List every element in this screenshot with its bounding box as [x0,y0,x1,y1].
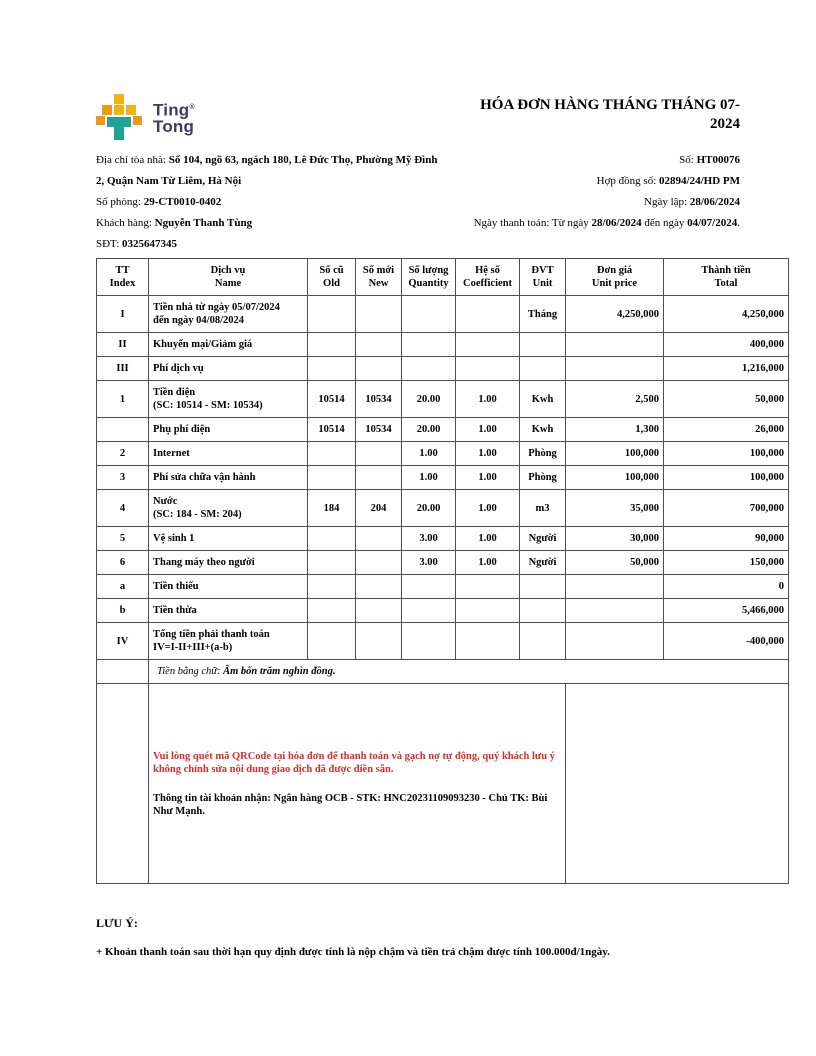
table-row [97,381,789,418]
row-coefficient [456,296,520,333]
payment-period-start: 28/06/2024 [591,217,642,229]
row-old [308,442,356,466]
row-new [356,357,402,381]
table-row [97,490,789,527]
customer-value: Nguyễn Thanh Tùng [154,217,253,229]
row-unit: Kwh [520,381,566,418]
row-new [356,333,402,357]
row-unit [520,623,566,660]
row-unit: Phòng [520,442,566,466]
row-coefficient: 1.00 [456,442,520,466]
row-total: 1,216,000 [664,357,789,381]
payment-period-line [441,213,740,234]
row-old [308,623,356,660]
row-index: a [97,575,149,599]
row-coefficient [456,599,520,623]
row-coefficient: 1.00 [456,466,520,490]
row-service-name: Tiền thừa [149,599,308,623]
building-address-line [96,150,441,192]
row-unit: Người [520,551,566,575]
row-coefficient [456,357,520,381]
issue-date-line [441,192,740,213]
customer-label: Khách hàng: [96,217,155,229]
row-total: 4,250,000 [664,296,789,333]
row-index: 6 [97,551,149,575]
table-row [97,623,789,660]
row-service-name: Phí sửa chữa vận hành [149,466,308,490]
col-header-unit: ĐVT Unit [520,259,566,296]
payment-period-end: 04/07/2024 [687,217,738,229]
logo-wordmark [153,94,195,135]
row-new [356,623,402,660]
info-left-column [96,150,441,255]
row-coefficient: 1.00 [456,490,520,527]
row-old [308,527,356,551]
row-index: 2 [97,442,149,466]
invoice-number-value: HT00076 [696,154,740,166]
logo-line2: Tong [153,116,195,136]
table-row [97,527,789,551]
row-unit [520,333,566,357]
qr-warning-text: Vui lòng quét mã QRCode tại hóa đơn để thanh toán và gạch nợ tự động, quý khách lưu ý không chỉnh sửa nội dung giao dịch đã được điền sẵn. [153,750,555,775]
row-coefficient [456,623,520,660]
row-total: 700,000 [664,490,789,527]
payment-period-mid: đến ngày [641,217,688,229]
row-quantity: 3.00 [402,551,456,575]
row-index: 5 [97,527,149,551]
row-quantity [402,357,456,381]
table-row [97,575,789,599]
row-new [356,575,402,599]
row-unit-price: 100,000 [566,466,664,490]
payment-instructions-row [97,684,789,884]
row-new: 10534 [356,381,402,418]
row-new [356,527,402,551]
address-label: Địa chỉ tòa nhà: [96,154,169,166]
row-unit-price [566,623,664,660]
row-total: 5,466,000 [664,599,789,623]
invoice-title: HÓA ĐƠN HÀNG THÁNG THÁNG 07-2024 [480,97,740,132]
row-service-name: Nước (SC: 184 - SM: 204) [149,490,308,527]
row-new [356,466,402,490]
col-header-new: Số mới New [356,259,402,296]
col-header-unit-price: Đơn giá Unit price [566,259,664,296]
invoice-info [96,150,740,255]
late-payment-note: + Khoản thanh toán sau thời hạn quy định được tính là nộp chậm và tiền trả chậm được tính 100.000đ/1ngày. [96,946,610,958]
table-header-row [97,259,789,296]
invoice-number-line [441,150,740,171]
row-new: 204 [356,490,402,527]
col-header-quantity: Số lượng Quantity [402,259,456,296]
row-index: III [97,357,149,381]
row-total: 400,000 [664,333,789,357]
row-new [356,551,402,575]
row-coefficient [456,575,520,599]
invoice-number-label: Số: [679,154,697,166]
row-service-name: Vệ sinh 1 [149,527,308,551]
row-total: 90,000 [664,527,789,551]
row-unit-price: 30,000 [566,527,664,551]
issue-date-value: 28/06/2024 [689,196,740,208]
row-index [97,418,149,442]
row-index: 4 [97,490,149,527]
row-service-name: Phụ phí điện [149,418,308,442]
table-row [97,466,789,490]
table-row [97,333,789,357]
amount-in-words-label: Tiền bằng chữ: [157,666,224,677]
row-service-name: Internet [149,442,308,466]
phone-line [96,234,441,255]
row-new: 10534 [356,418,402,442]
empty-cell [97,660,149,684]
row-unit: Người [520,527,566,551]
notes-heading: LƯU Ý: [96,916,138,930]
row-index: 3 [97,466,149,490]
row-unit: Tháng [520,296,566,333]
row-unit: Kwh [520,418,566,442]
bank-account-owner: Bùi Như Mạnh [153,792,548,817]
table-row [97,418,789,442]
customer-line [96,213,441,234]
row-total: -400,000 [664,623,789,660]
table-row [97,357,789,381]
contract-label: Hợp đồng số: [596,175,660,187]
room-number-line [96,192,441,213]
table-row [97,442,789,466]
bank-account-number: HNC20231109093230 [383,792,480,804]
info-right-column [441,150,740,255]
amount-in-words-value: Âm bốn trăm nghìn đồng. [223,666,336,677]
payment-period-prefix: Ngày thanh toán: Từ ngày [473,217,592,229]
row-quantity [402,575,456,599]
row-unit-price: 1,300 [566,418,664,442]
row-old: 10514 [308,381,356,418]
row-quantity [402,333,456,357]
issue-date-label: Ngày lập: [644,196,690,208]
row-quantity [402,296,456,333]
contract-number-line [441,171,740,192]
row-unit-price: 100,000 [566,442,664,466]
table-row [97,551,789,575]
row-service-name: Tổng tiền phải thanh toán IV=I-II+III+(a-b) [149,623,308,660]
row-unit-price: 2,500 [566,381,664,418]
row-service-name: Khuyến mại/Giảm giá [149,333,308,357]
row-quantity: 1.00 [402,466,456,490]
header [96,94,740,140]
row-unit [520,575,566,599]
row-old [308,357,356,381]
row-unit-price [566,599,664,623]
amount-in-words-row [97,660,789,684]
row-unit-price: 4,250,000 [566,296,664,333]
row-quantity: 1.00 [402,442,456,466]
tingtong-logo-icon [96,94,142,140]
row-index: 1 [97,381,149,418]
row-service-name: Thang máy theo người [149,551,308,575]
row-coefficient: 1.00 [456,527,520,551]
phone-label: SĐT: [96,238,123,250]
col-header-coefficient: Hệ số Coefficient [456,259,520,296]
tingtong-logo [96,94,195,140]
row-quantity: 20.00 [402,381,456,418]
row-unit [520,599,566,623]
contract-value: 02894/24/HD PM [659,175,740,187]
row-total: 50,000 [664,381,789,418]
row-quantity: 20.00 [402,490,456,527]
amount-in-words-cell [149,660,789,684]
row-old [308,296,356,333]
room-label: Số phòng: [96,196,144,208]
col-header-index: TT Index [97,259,149,296]
qr-code-area [566,684,789,884]
row-old: 184 [308,490,356,527]
row-total: 0 [664,575,789,599]
room-value: 29-CT0010-0402 [143,196,222,208]
row-service-name: Tiền điện (SC: 10514 - SM: 10534) [149,381,308,418]
row-new [356,442,402,466]
bank-account-mid: - Chủ TK: [479,792,532,804]
row-unit [520,357,566,381]
row-total: 150,000 [664,551,789,575]
row-index: II [97,333,149,357]
row-coefficient: 1.00 [456,381,520,418]
row-old [308,466,356,490]
row-old [308,575,356,599]
row-service-name: Tiền nhà từ ngày 05/07/2024 đến ngày 04/08/2024 [149,296,308,333]
row-new [356,599,402,623]
row-unit: Phòng [520,466,566,490]
row-service-name: Phí dịch vụ [149,357,308,381]
col-header-total: Thành tiền Total [664,259,789,296]
row-old [308,599,356,623]
row-quantity [402,623,456,660]
row-index: I [97,296,149,333]
payment-instructions-cell [149,684,566,884]
row-unit-price: 35,000 [566,490,664,527]
row-old [308,551,356,575]
row-unit: m3 [520,490,566,527]
row-old: 10514 [308,418,356,442]
logo-line1: Ting [153,100,190,120]
invoice-table [96,258,789,884]
row-index: b [97,599,149,623]
row-quantity [402,599,456,623]
row-service-name: Tiền thiếu [149,575,308,599]
row-old [308,333,356,357]
bank-account-suffix: . [202,805,205,817]
payment-period-suffix: . [737,217,740,229]
row-coefficient: 1.00 [456,551,520,575]
col-header-old: Số cũ Old [308,259,356,296]
address-value: Số 104, ngõ 63, ngách 180, Lê Đức Thọ, Phường Mỹ Đình 2, Quận Nam Từ Liêm, Hà Nội [96,154,438,187]
phone-value: 0325647345 [122,238,178,250]
row-unit-price [566,575,664,599]
col-header-name: Dịch vụ Name [149,259,308,296]
row-unit-price: 50,000 [566,551,664,575]
row-total: 26,000 [664,418,789,442]
row-quantity: 20.00 [402,418,456,442]
row-coefficient [456,333,520,357]
row-quantity: 3.00 [402,527,456,551]
bank-account-prefix: Thông tin tài khoản nhận: Ngân hàng OCB - STK: [153,792,384,804]
row-unit-price [566,333,664,357]
table-row [97,296,789,333]
table-row [97,599,789,623]
row-coefficient: 1.00 [456,418,520,442]
registered-mark-icon: ® [189,104,195,111]
row-index: IV [97,623,149,660]
bank-account-text [153,792,561,818]
row-total: 100,000 [664,442,789,466]
row-new [356,296,402,333]
footer-notes [96,916,788,958]
row-unit-price [566,357,664,381]
empty-cell [97,684,149,884]
row-total: 100,000 [664,466,789,490]
